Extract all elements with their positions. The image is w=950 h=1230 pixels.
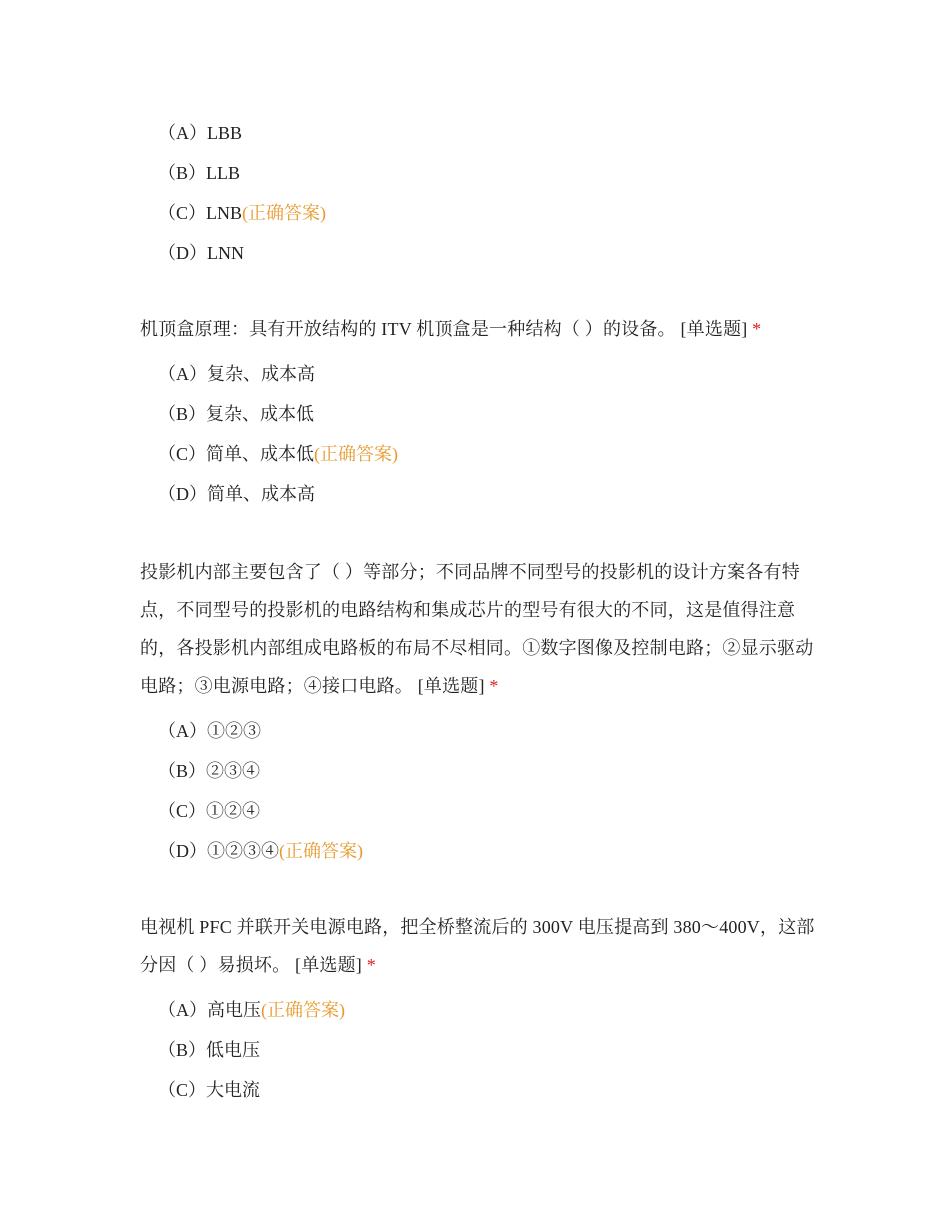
option-label: （B）LLB (158, 163, 241, 183)
option-label: （A）LBB (158, 123, 243, 143)
question-1 (140, 113, 820, 273)
option-label: （C）大电流 (158, 1080, 261, 1100)
correct-answer-mark: (正确答案) (242, 203, 327, 223)
question-type-tag: [单选题] (417, 676, 485, 696)
option-label: （B）②③④ (158, 761, 261, 781)
option-label: （D）LNN (158, 243, 244, 263)
question-2 (140, 310, 820, 514)
option-label: （B）低电压 (158, 1040, 261, 1060)
option-label: （A）①②③ (158, 721, 261, 741)
question-text: 机顶盒原理：具有开放结构的 ITV 机顶盒是一种结构（ ）的设备。 (140, 319, 676, 339)
question-stem (140, 553, 820, 705)
option-c (140, 434, 820, 474)
option-b (140, 751, 820, 791)
option-a (140, 711, 820, 751)
option-d (140, 233, 820, 273)
option-a (140, 113, 820, 153)
option-label: （B）复杂、成本低 (158, 404, 315, 424)
question-4 (140, 908, 820, 1110)
option-label: （C）简单、成本低 (158, 444, 315, 464)
option-c (140, 193, 820, 233)
question-stem (140, 310, 820, 348)
option-b (140, 153, 820, 193)
option-a (140, 990, 820, 1030)
required-marker: * (366, 955, 376, 975)
option-c (140, 791, 820, 831)
option-d (140, 831, 820, 871)
correct-answer-mark: (正确答案) (261, 1000, 345, 1020)
option-label: （C）LNB (158, 203, 243, 223)
option-label: （C）①②④ (158, 801, 261, 821)
question-type-tag: [单选题] (295, 955, 363, 975)
option-c (140, 1070, 820, 1110)
correct-answer-mark: (正确答案) (279, 841, 363, 861)
option-d (140, 474, 820, 514)
option-b (140, 394, 820, 434)
required-marker: * (752, 319, 762, 339)
question-text: 投影机内部主要包含了（ ）等部分；不同品牌不同型号的投影机的设计方案各有特点，不同型号的投影机的电路结构和集成芯片的型号有很大的不同，这是值得注意的，各投影机内部组成电路板的布局不尽相同。①数字图像及控制电路；②显示驱动电路；③电源电路；④接口电路。 (140, 562, 814, 696)
option-label: （D）①②③④ (158, 841, 279, 861)
option-a (140, 354, 820, 394)
question-stem (140, 908, 820, 984)
option-b (140, 1030, 820, 1070)
option-label: （D）简单、成本高 (158, 484, 315, 504)
correct-answer-mark: (正确答案) (314, 444, 399, 464)
option-label: （A）复杂、成本高 (158, 364, 315, 384)
option-label: （A）高电压 (158, 1000, 261, 1020)
question-text: 电视机 PFC 并联开关电源电路，把全桥整流后的 300V 电压提高到 380～400V，这部分因（ ）易损坏。 (140, 917, 815, 975)
question-3 (140, 553, 820, 871)
required-marker: * (489, 676, 499, 696)
question-type-tag: [单选题] (680, 319, 748, 339)
